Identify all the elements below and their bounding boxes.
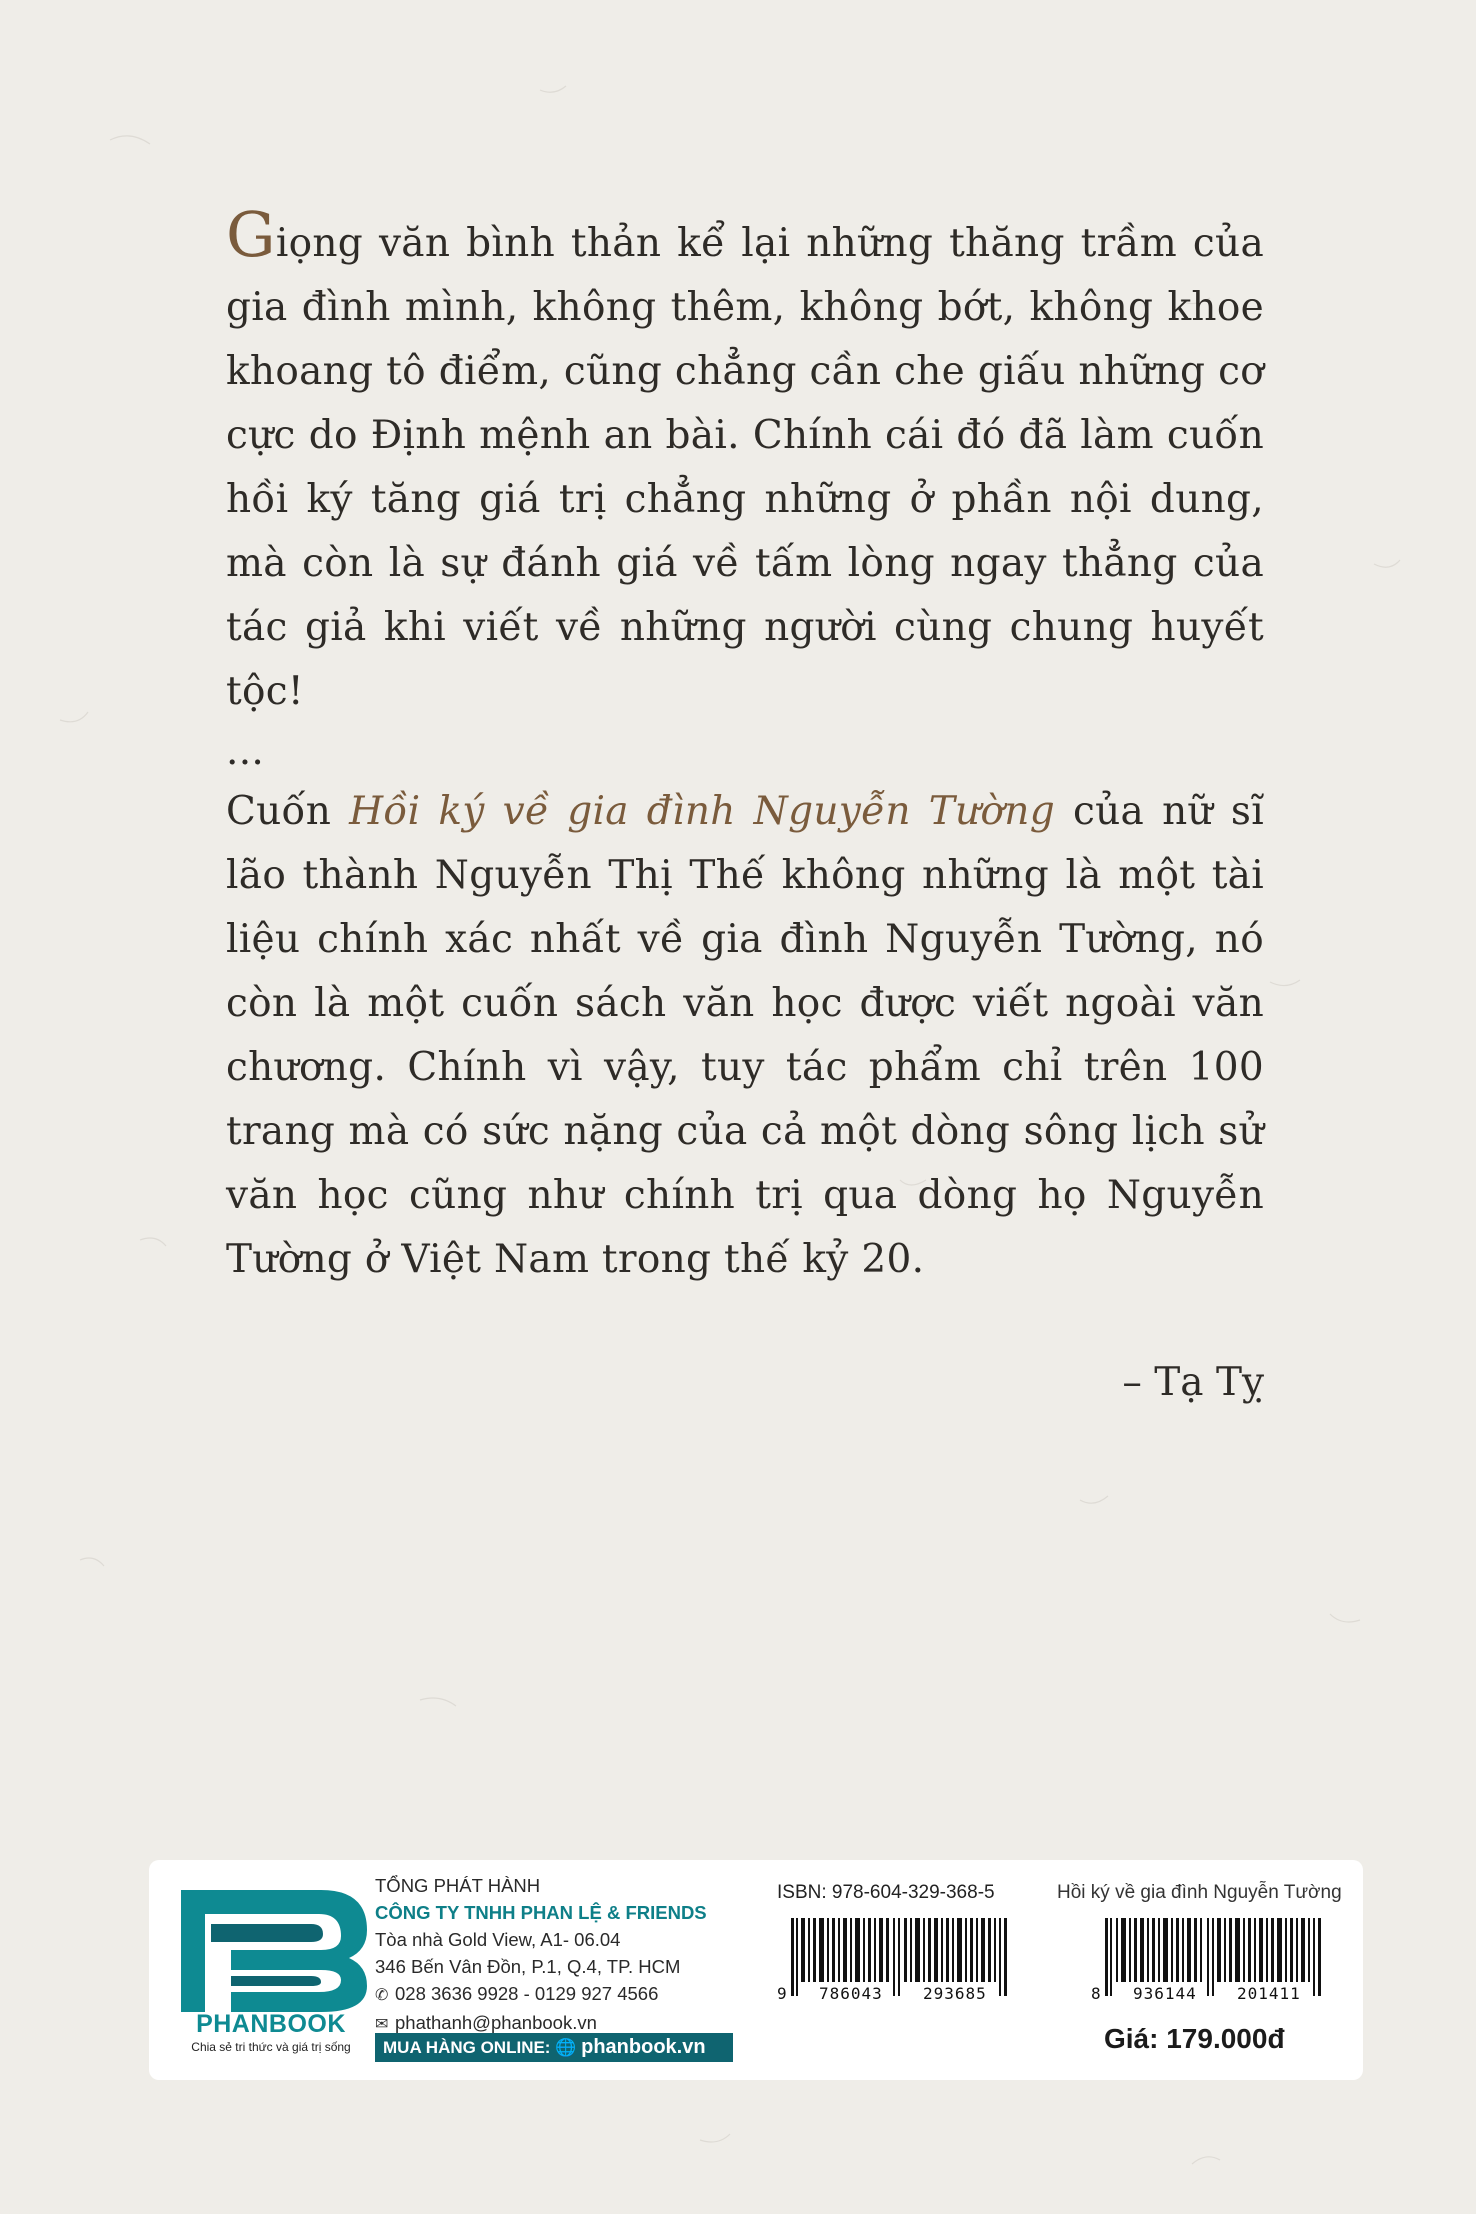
paragraph-1-text: iọng văn bình thản kể lại những thăng trầm của gia đình mình, không thêm, không bớt, không khoe khoang tô điểm, cũng chẳng cần che giấu những cơ cực do Định mệnh an bài. Chính cái đó đã làm cuốn hồi ký tăng giá trị chẳng những ở phần nội dung, mà còn là sự đánh giá về tấm lòng ngay thẳng của tác giả khi viết về những người cùng chung huyết tộc!	[226, 221, 1264, 714]
phone-numbers: 028 3636 9928 - 0129 927 4566	[395, 1983, 659, 2004]
phone-line	[375, 1980, 705, 2009]
isbn-barcode	[777, 1918, 1025, 1996]
logo-tagline: Chia sẻ tri thức và giá trị sống	[191, 2040, 351, 2054]
publisher-panel	[149, 1860, 1363, 2080]
phone-icon: ✆	[375, 1987, 389, 2004]
envelope-icon: ✉	[375, 2016, 389, 2033]
address-line-1: Tòa nhà Gold View, A1- 06.04	[375, 1929, 621, 1950]
isbn-label: ISBN: 978-604-329-368-5	[777, 1882, 995, 1903]
barcode-2-prefix: 8	[1091, 1984, 1102, 2003]
buy-online-site: phanbook.vn	[581, 2036, 706, 2058]
ellipsis: ...	[226, 729, 265, 774]
price-barcode	[1091, 1918, 1339, 1996]
drop-cap: G	[226, 198, 276, 271]
buy-online-label: MUA HÀNG ONLINE:	[383, 2038, 551, 2057]
book-title-label: Hồi ký về gia đình Nguyễn Tường	[1057, 1882, 1342, 1903]
barcode-2-right-digits: 201411	[1237, 1984, 1301, 2003]
barcode-1-left-digits: 786043	[819, 1984, 883, 2003]
logo-wordmark: PHANBOOK	[196, 2010, 346, 2038]
phanbook-logo-icon	[171, 1880, 371, 2016]
author-signature: – Tạ Tỵ	[1122, 1360, 1264, 1405]
address-line-2: 346 Bến Vân Đồn, P.1, Q.4, TP. HCM	[375, 1956, 681, 1977]
barcode-1-right-digits: 293685	[923, 1984, 987, 2003]
paragraph-2-prefix: Cuốn	[226, 789, 350, 834]
distributor-heading: TỔNG PHÁT HÀNH	[375, 1875, 541, 1896]
barcode-2-left-digits: 936144	[1133, 1984, 1197, 2003]
book-title-reference: Hồi ký về gia đình Nguyễn Tường	[349, 789, 1055, 834]
barcode-1-prefix: 9	[777, 1984, 788, 2003]
paragraph-2-text: của nữ sĩ lão thành Nguyễn Thị Thế không những là một tài liệu chính xác nhất về gia đình Nguyễn Tường, nó còn là một cuốn sách văn học được viết ngoài văn chương. Chính vì vậy, tuy tác phẩm chỉ trên 100 trang mà có sức nặng của cả một dòng sông lịch sử văn học cũng như chính trị qua dòng họ Nguyễn Tường ở Việt Nam trong thế kỷ 20.	[226, 789, 1264, 1282]
paragraph-1	[226, 198, 1264, 724]
email-address: phathanh@phanbook.vn	[395, 2012, 597, 2033]
buy-online-banner	[375, 2033, 733, 2062]
globe-icon: 🌐	[555, 2038, 577, 2057]
distributor-info	[375, 1872, 705, 2038]
back-cover-text	[226, 198, 1264, 1292]
price-label: Giá: 179.000đ	[1104, 2023, 1285, 2054]
paragraph-2	[226, 780, 1264, 1292]
company-name: CÔNG TY TNHH PHAN LỆ & FRIENDS	[375, 1902, 707, 1923]
